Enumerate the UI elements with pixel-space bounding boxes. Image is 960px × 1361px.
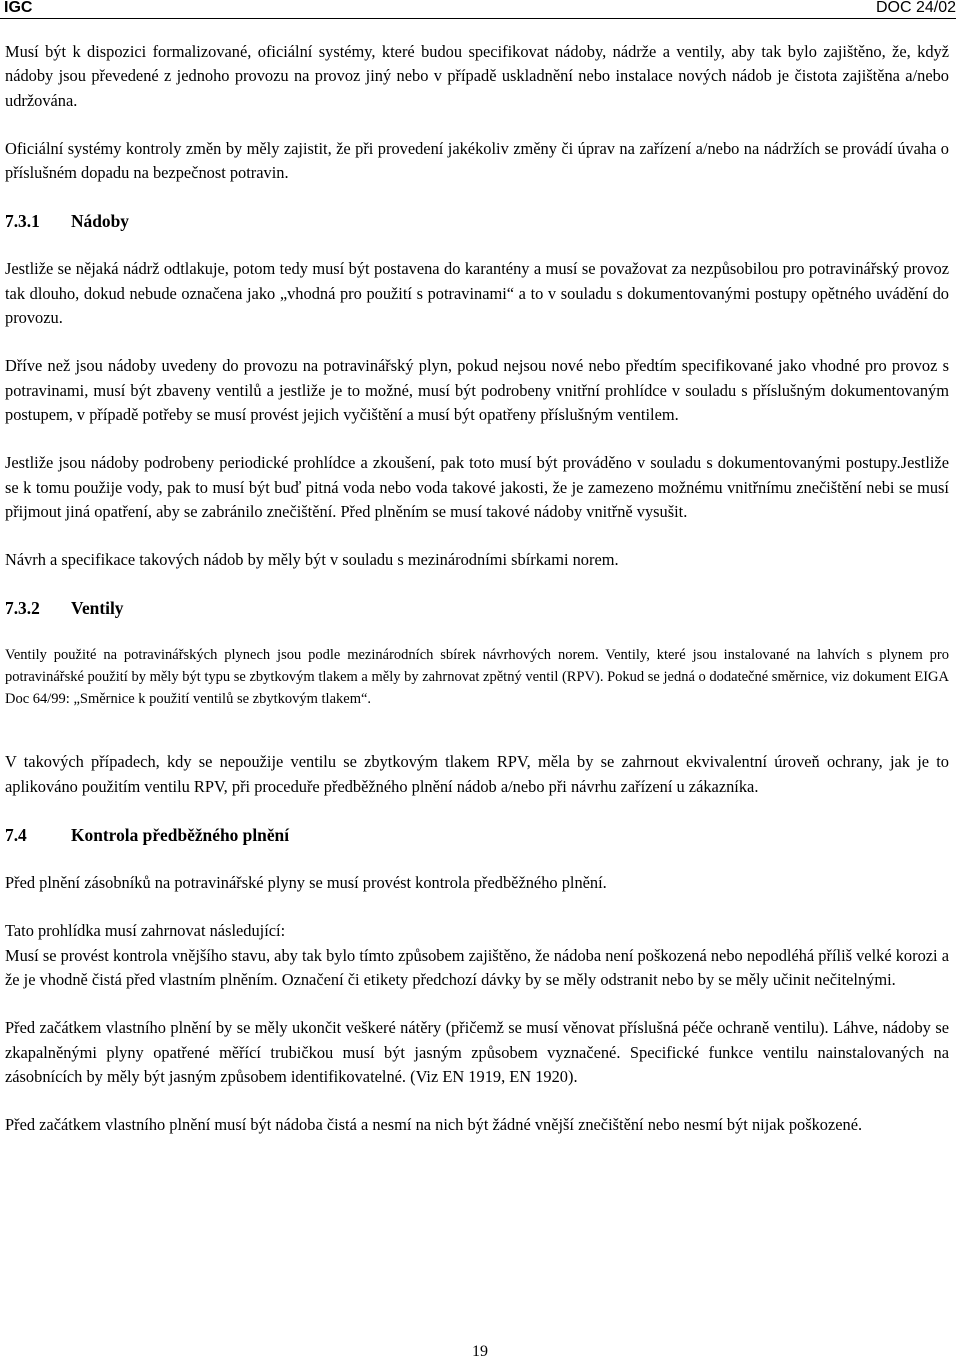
- header-left: IGC: [4, 0, 33, 16]
- section-title: Kontrola předběžného plnění: [71, 825, 290, 846]
- paragraph-design-spec: Návrh a specifikace takových nádob by měly být v souladu s mezinárodními sbírkami norem.: [5, 550, 619, 570]
- section-number: 7.4: [5, 825, 27, 846]
- paragraph-coatings: Před začátkem vlastního plnění by se měly ukončit veškeré nátěry (přičemž se musí věnovat příslušná péče ochraně ventilu). Láhve, nádoby se zkapalněnými plyny opatřené měřící trubičkou musí být jasným způsobem vyznačené. Specifické funkce ventilu nainstalovaných na zásobnících by měly být jasným způsobem identifikovatelné. (Viz EN 1919, EN 1920).: [5, 1018, 949, 1086]
- page-number: 19: [472, 1343, 488, 1360]
- section-heading-7-4: [5, 823, 949, 847]
- paragraph-periodic-inspection: Jestliže jsou nádoby podrobeny periodické prohlídce a zkoušení, pak toto musí být prováděno v souladu s dokumentovanými postupy.Jestliže se k tomu použije vody, pak to musí být buď pitná voda nebo voda takové jakosti, že je zamezeno možnému vnitřnímu znečištění nebi se musí přijmout jiná opatření, aby se zabránilo znečištění. Před plněním se musí takové nádoby vnitřně vysušit.: [5, 453, 949, 521]
- section-number: 7.3.2: [5, 598, 40, 619]
- section-heading-7-3-1: [5, 209, 949, 233]
- section-heading-7-3-2: [5, 596, 949, 620]
- paragraph-change-control: Oficiální systémy kontroly změn by měly zajistit, že při provedení jakékoliv změny či úprav na zařízení a/nebo na nádržích se provádí úvaha o příslušném dopadu na bezpečnost potravin.: [5, 138, 949, 183]
- paragraph-systems: Musí být k dispozici formalizované, oficiální systémy, které budou specifikovat nádoby, nádrže a ventily, aby tak bylo zajištěno, že, když nádoby jsou převedené z jednoho provozu na provoz jiný nebo v případě uskladnění nebo instalace nových nádob je čistota zajištěna a/nebo udržována.: [5, 42, 949, 110]
- section-title: Ventily: [71, 598, 124, 619]
- paragraph-quarantine: Jestliže se nějaká nádrž odtlakuje, potom tedy musí být postavena do karantény a musí se považovat za nezpůsobilou pro potravinářský provoz tak dlouho, dokud nebude označena jako „vhodná pro použití s potravinami“ a to v souladu s dokumentovanými postupy opětného uvádění do provozu.: [5, 259, 949, 328]
- paragraph-inspection-intro: Tato prohlídka musí zahrnovat následující:: [5, 921, 286, 941]
- paragraph-rpv: V takových případech, kdy se nepoužije ventilu se zbytkovým tlakem RPV, měla by se zahrnout ekvivalentní úroveň ochrany, jak je to aplikováno použitím ventilu RPV, při proceduře předběžného plnění nádob a/nebo při návrhu zařízení u zákazníka.: [5, 752, 949, 796]
- page-header: [0, 0, 956, 19]
- page-content: [5, 40, 949, 1161]
- section-title: Nádoby: [71, 211, 129, 232]
- paragraph-prefill-check: Před plnění zásobníků na potravinářské plyny se musí provést kontrola předběžného plnění.: [5, 873, 607, 893]
- header-right: DOC 24/02: [875, 0, 956, 16]
- section-number: 7.3.1: [5, 211, 40, 232]
- paragraph-before-service: Dříve než jsou nádoby uvedeny do provozu na potravinářský plyn, pokud nejsou nové nebo předtím specifikované jako vhodné pro provoz s potravinami, musí být zbaveny ventilů a jestliže je to možné, musí být podrobeny vnitřní prohlídce v souladu s příslušným dokumentovaným postupem, v případě potřeby se musí provést jejich vyčištění a musí být opatřeny příslušným ventilem.: [5, 356, 949, 424]
- paragraph-valves: Ventily použité na potravinářských plynech jsou podle mezinárodních sbírek návrhových norem. Ventily, které jsou instalované na lahvích s plynem pro potravinářské použití by měly být typu se zbytkovým tlakem a měly by zahrnovat zpětný ventil (RPV). Pokud se jedná o dodatečné směrnice, viz dokument EIGA Doc 64/99: „Směrnice k použití ventilů se zbytkovým tlakem“.: [5, 647, 949, 708]
- paragraph-external-check: Musí se provést kontrola vnějšího stavu, aby tak bylo tímto způsobem zajištěno, že nádoba není poškozená nebo nepodléhá příliš velké korozi a že je vhodně čistá před vlastním plněním. Označení či etikety předchozí dávky by se měly odstranit nebo by se měly učinit nečitelnými.: [5, 945, 949, 989]
- paragraph-clean-vessel: Před začátkem vlastního plnění musí být nádoba čistá a nesmí na nich být žádné vnější znečištění nebo nesmí být nijak poškozené.: [5, 1115, 863, 1135]
